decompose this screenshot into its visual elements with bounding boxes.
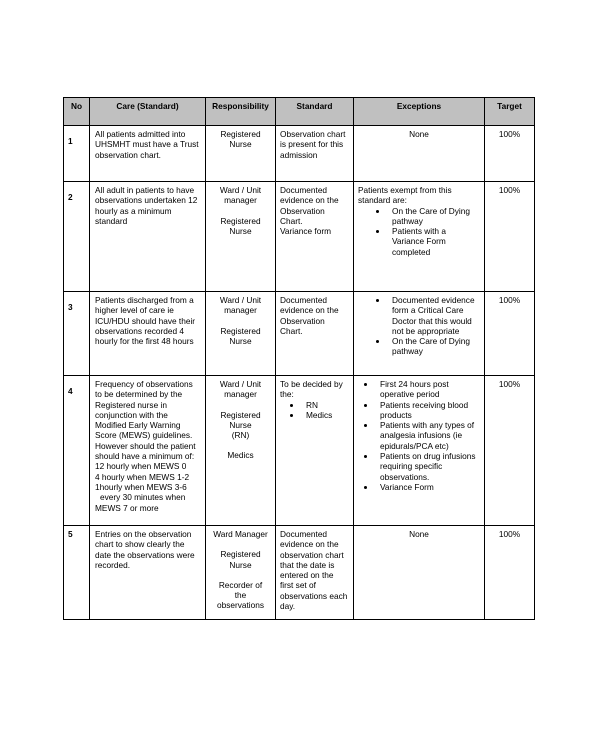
header-standard: Standard	[276, 98, 354, 126]
standard-cell: Documented evidence on the observation chart that the date is entered on the first set of observations each day.	[276, 526, 354, 620]
responsibility-line: Ward / Unit	[219, 379, 262, 389]
exceptions-cell	[354, 292, 485, 376]
care-line: every 30 minutes when	[100, 492, 186, 503]
table-row	[64, 126, 535, 182]
care-line: 1hourly when MEWS 3-6	[95, 481, 187, 492]
table-header-row	[64, 98, 535, 126]
responsibility-line: Registered	[220, 129, 261, 139]
spacer	[210, 400, 271, 410]
responsibility-line: Nurse	[229, 225, 252, 236]
spacer	[210, 206, 271, 216]
header-no: No	[64, 98, 90, 126]
responsibility-line: Registered	[220, 325, 261, 336]
responsibility-line: Registered	[220, 215, 261, 226]
standard-cell	[276, 182, 354, 292]
care-standard-cell	[90, 376, 206, 526]
care-intro: Frequency of observations to be determined by the Registered nurse in conjunction with the Modified Early Warning Score (MEWS) guidelines. However should the patient should have a minimum of:	[95, 379, 196, 462]
row-number: 4	[64, 376, 90, 526]
standard-cell	[276, 376, 354, 526]
care-line: 4 hourly when MEWS 1-2	[95, 471, 190, 482]
responsibility-line: the	[234, 590, 247, 601]
list-item: • Patients with a Variance Form completed	[388, 226, 480, 257]
responsibility-line: manager	[224, 389, 257, 400]
standard-intro: To be decided by the:	[280, 379, 343, 400]
care-standard-cell: Entries on the observation chart to show clearly the date the observations were recorded.	[90, 526, 206, 620]
header-responsibility: Responsibility	[206, 98, 276, 126]
responsibility-line: Ward / Unit	[219, 185, 262, 195]
responsibility-line: Nurse	[229, 139, 252, 150]
list-item: • Documented evidence form a Critical Care Doctor that this would not be appropriate	[388, 295, 480, 336]
header-care: Care (Standard)	[90, 98, 206, 126]
responsibility-line: manager	[224, 195, 257, 206]
list-item: • RN	[302, 400, 349, 410]
care-standard-cell: Patients discharged from a higher level of care ie ICU/HDU should have their observations recorded 4 hourly for the first 48 hours	[90, 292, 206, 376]
responsibility-line: Ward Manager	[213, 529, 268, 539]
responsibility-line: Nurse	[229, 559, 252, 570]
spacer	[210, 316, 271, 326]
list-item: • First 24 hours post operative period	[376, 379, 480, 400]
responsibility-cell	[206, 126, 276, 182]
responsibility-line: Medics	[227, 450, 254, 461]
list-item: • Patients receiving blood products	[376, 400, 480, 421]
row-number: 5	[64, 526, 90, 620]
exceptions-cell	[354, 376, 485, 526]
target-cell: 100%	[485, 292, 535, 376]
responsibility-cell	[206, 292, 276, 376]
responsibility-line: (RN)	[231, 430, 250, 441]
responsibility-cell	[206, 376, 276, 526]
header-exceptions: Exceptions	[354, 98, 485, 126]
list-item: • On the Care of Dying pathway	[388, 336, 480, 357]
exceptions-intro: Patients exempt from this standard are:	[358, 185, 452, 206]
responsibility-line: observations	[216, 600, 265, 611]
list-item: • On the Care of Dying pathway	[388, 206, 480, 227]
standard-cell: Observation chart is present for this admission	[276, 126, 354, 182]
target-cell: 100%	[485, 126, 535, 182]
row-number: 3	[64, 292, 90, 376]
target-cell: 100%	[485, 182, 535, 292]
responsibility-line: Nurse	[229, 335, 252, 346]
care-standard-cell: All patients admitted into UHSMHT must have a Trust observation chart.	[90, 126, 206, 182]
responsibility-cell	[206, 182, 276, 292]
list-item: • Patients on drug infusions requiring specific observations.	[376, 451, 480, 482]
responsibility-line: manager	[224, 305, 257, 316]
list-item: • Variance Form	[376, 482, 480, 492]
list-item: • Medics	[302, 410, 349, 420]
header-target: Target	[485, 98, 535, 126]
care-line: MEWS 7 or more	[95, 502, 159, 513]
audit-standards-table	[63, 97, 535, 620]
exceptions-cell	[354, 182, 485, 292]
responsibility-line: Ward / Unit	[219, 295, 262, 305]
spacer	[210, 539, 271, 549]
row-number: 2	[64, 182, 90, 292]
responsibility-line: Registered	[220, 549, 261, 560]
exceptions-cell: None	[354, 126, 485, 182]
target-cell: 100%	[485, 526, 535, 620]
responsibility-line: Nurse	[229, 419, 252, 430]
exceptions-list	[358, 379, 480, 492]
exceptions-list	[358, 295, 480, 357]
standard-list	[280, 400, 349, 421]
row-number: 1	[64, 126, 90, 182]
care-line: 12 hourly when MEWS 0	[95, 461, 187, 472]
exceptions-list	[358, 206, 480, 257]
care-standard-cell: All adult in patients to have observations undertaken 12 hourly as a minimum standard	[90, 182, 206, 292]
standard-cell: Documented evidence on the Observation Chart.	[276, 292, 354, 376]
table-row	[64, 182, 535, 292]
responsibility-line: Recorder of	[218, 579, 263, 590]
list-item: • Patients with any types of analgesia infusions (ie epidurals/PCA etc)	[376, 420, 480, 451]
standard-line: Documented evidence on the Observation Chart.	[280, 185, 339, 226]
standard-line: Variance form	[280, 226, 332, 237]
table-row	[64, 292, 535, 376]
table-row	[64, 526, 535, 620]
spacer	[210, 570, 271, 580]
responsibility-line: Registered	[220, 409, 261, 420]
exceptions-cell: None	[354, 526, 485, 620]
responsibility-cell	[206, 526, 276, 620]
table-row	[64, 376, 535, 526]
target-cell: 100%	[485, 376, 535, 526]
spacer	[210, 440, 271, 450]
